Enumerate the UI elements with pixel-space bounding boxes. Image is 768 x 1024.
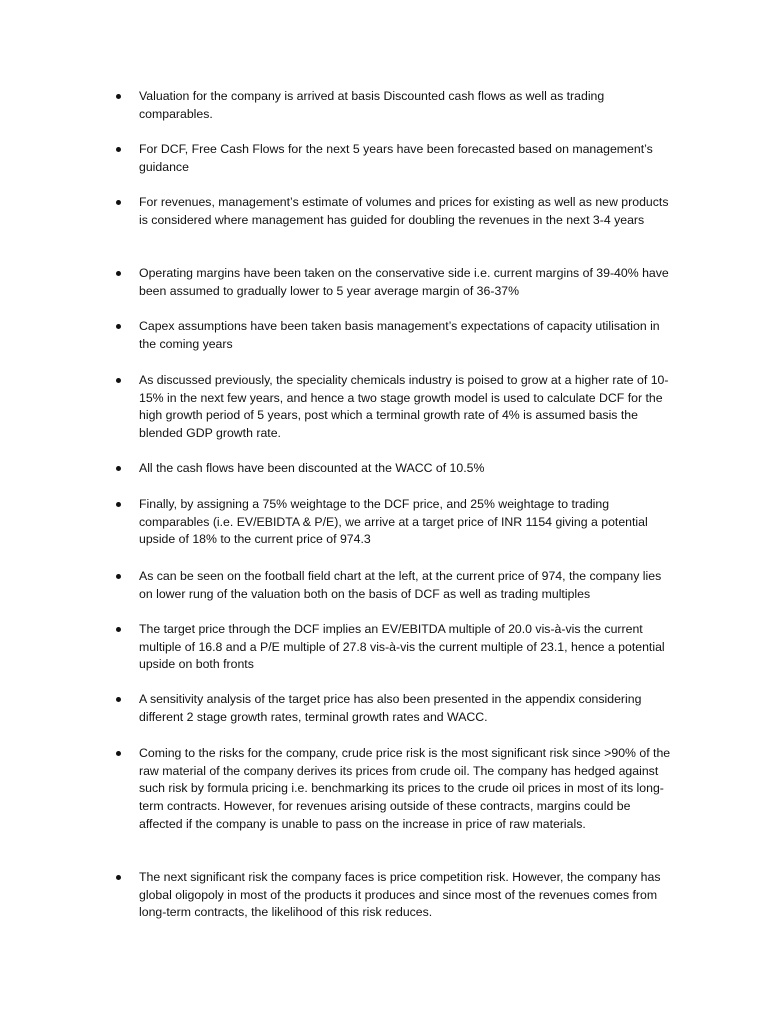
bullet-text: As can be seen on the football field chart at the left, at the current price of 974, the company lies on lower rung of the valuation both on the basis of DCF as well as trading multiples [139,569,662,601]
bullet-dot-icon [116,574,121,579]
bullet-text: For DCF, Free Cash Flows for the next 5 years have been forecasted based on management’s guidance [139,142,653,174]
bullet-item [139,460,677,478]
bullet-dot-icon [116,697,121,702]
bullet-dot-icon [116,147,121,152]
bullet-item [139,194,677,229]
bullet-item [139,745,677,834]
bullet-item [139,88,677,123]
bullet-text: Finally, by assigning a 75% weightage to the DCF price, and 25% weightage to trading comparables (i.e. EV/EBIDTA & P/E), we arrive at a target price of INR 1154 giving a potential upside of 18% to the current price of 974.3 [139,497,648,547]
bullet-text: For revenues, management’s estimate of volumes and prices for existing as well as new products is considered where management has guided for doubling the revenues in the next 3-4 years [139,195,669,227]
bullet-dot-icon [116,378,121,383]
bullet-dot-icon [116,324,121,329]
bullet-dot-icon [116,271,121,276]
bullet-item [139,496,677,549]
bullet-item [139,869,677,922]
bullet-dot-icon [116,466,121,471]
bullet-text: The next significant risk the company faces is price competition risk. However, the company has global oligopoly in most of the products it produces and since most of the revenues comes from long-term contracts, the likelihood of this risk reduces. [139,870,661,920]
bullet-dot-icon [116,502,121,507]
bullet-text: The target price through the DCF implies an EV/EBITDA multiple of 20.0 vis-à-vis the current multiple of 16.8 and a P/E multiple of 27.8 vis-à-vis the current multiple of 23.1, hence a potential upside on both fronts [139,622,665,672]
bullet-item [139,372,677,443]
bullet-text: All the cash flows have been discounted at the WACC of 10.5% [139,461,485,475]
bullet-dot-icon [116,751,121,756]
bullet-item [139,621,677,674]
bullet-dot-icon [116,875,121,880]
bullet-item [139,691,677,726]
bullet-item [139,141,677,176]
bullet-dot-icon [116,200,121,205]
bullet-item [139,568,677,603]
bullet-item [139,318,677,353]
bullet-text: A sensitivity analysis of the target price has also been presented in the appendix considering different 2 stage growth rates, terminal growth rates and WACC. [139,692,642,724]
bullet-item [139,265,677,300]
bullet-text: Coming to the risks for the company, crude price risk is the most significant risk since >90% of the raw material of the company derives its prices from crude oil. The company has hedged against such risk by formula pricing i.e. benchmarking its prices to the crude oil prices in most of its long-term contracts. However, for revenues arising outside of these contracts, margins could be affected if the company is unable to pass on the increase in price of raw materials. [139,746,671,831]
bullet-text: Operating margins have been taken on the conservative side i.e. current margins of 39-40% have been assumed to gradually lower to 5 year average margin of 36-37% [139,266,669,298]
bullet-text: Capex assumptions have been taken basis management’s expectations of capacity utilisation in the coming years [139,319,660,351]
bullet-dot-icon [116,94,121,99]
bullet-dot-icon [116,627,121,632]
bullet-text: As discussed previously, the speciality chemicals industry is poised to grow at a higher rate of 10-15% in the next few years, and hence a two stage growth model is used to calculate DCF for the high growth period of 5 years, post which a terminal growth rate of 4% is assumed basis the blended GDP growth rate. [139,373,669,441]
bullet-text: Valuation for the company is arrived at basis Discounted cash flows as well as trading comparables. [139,89,605,121]
